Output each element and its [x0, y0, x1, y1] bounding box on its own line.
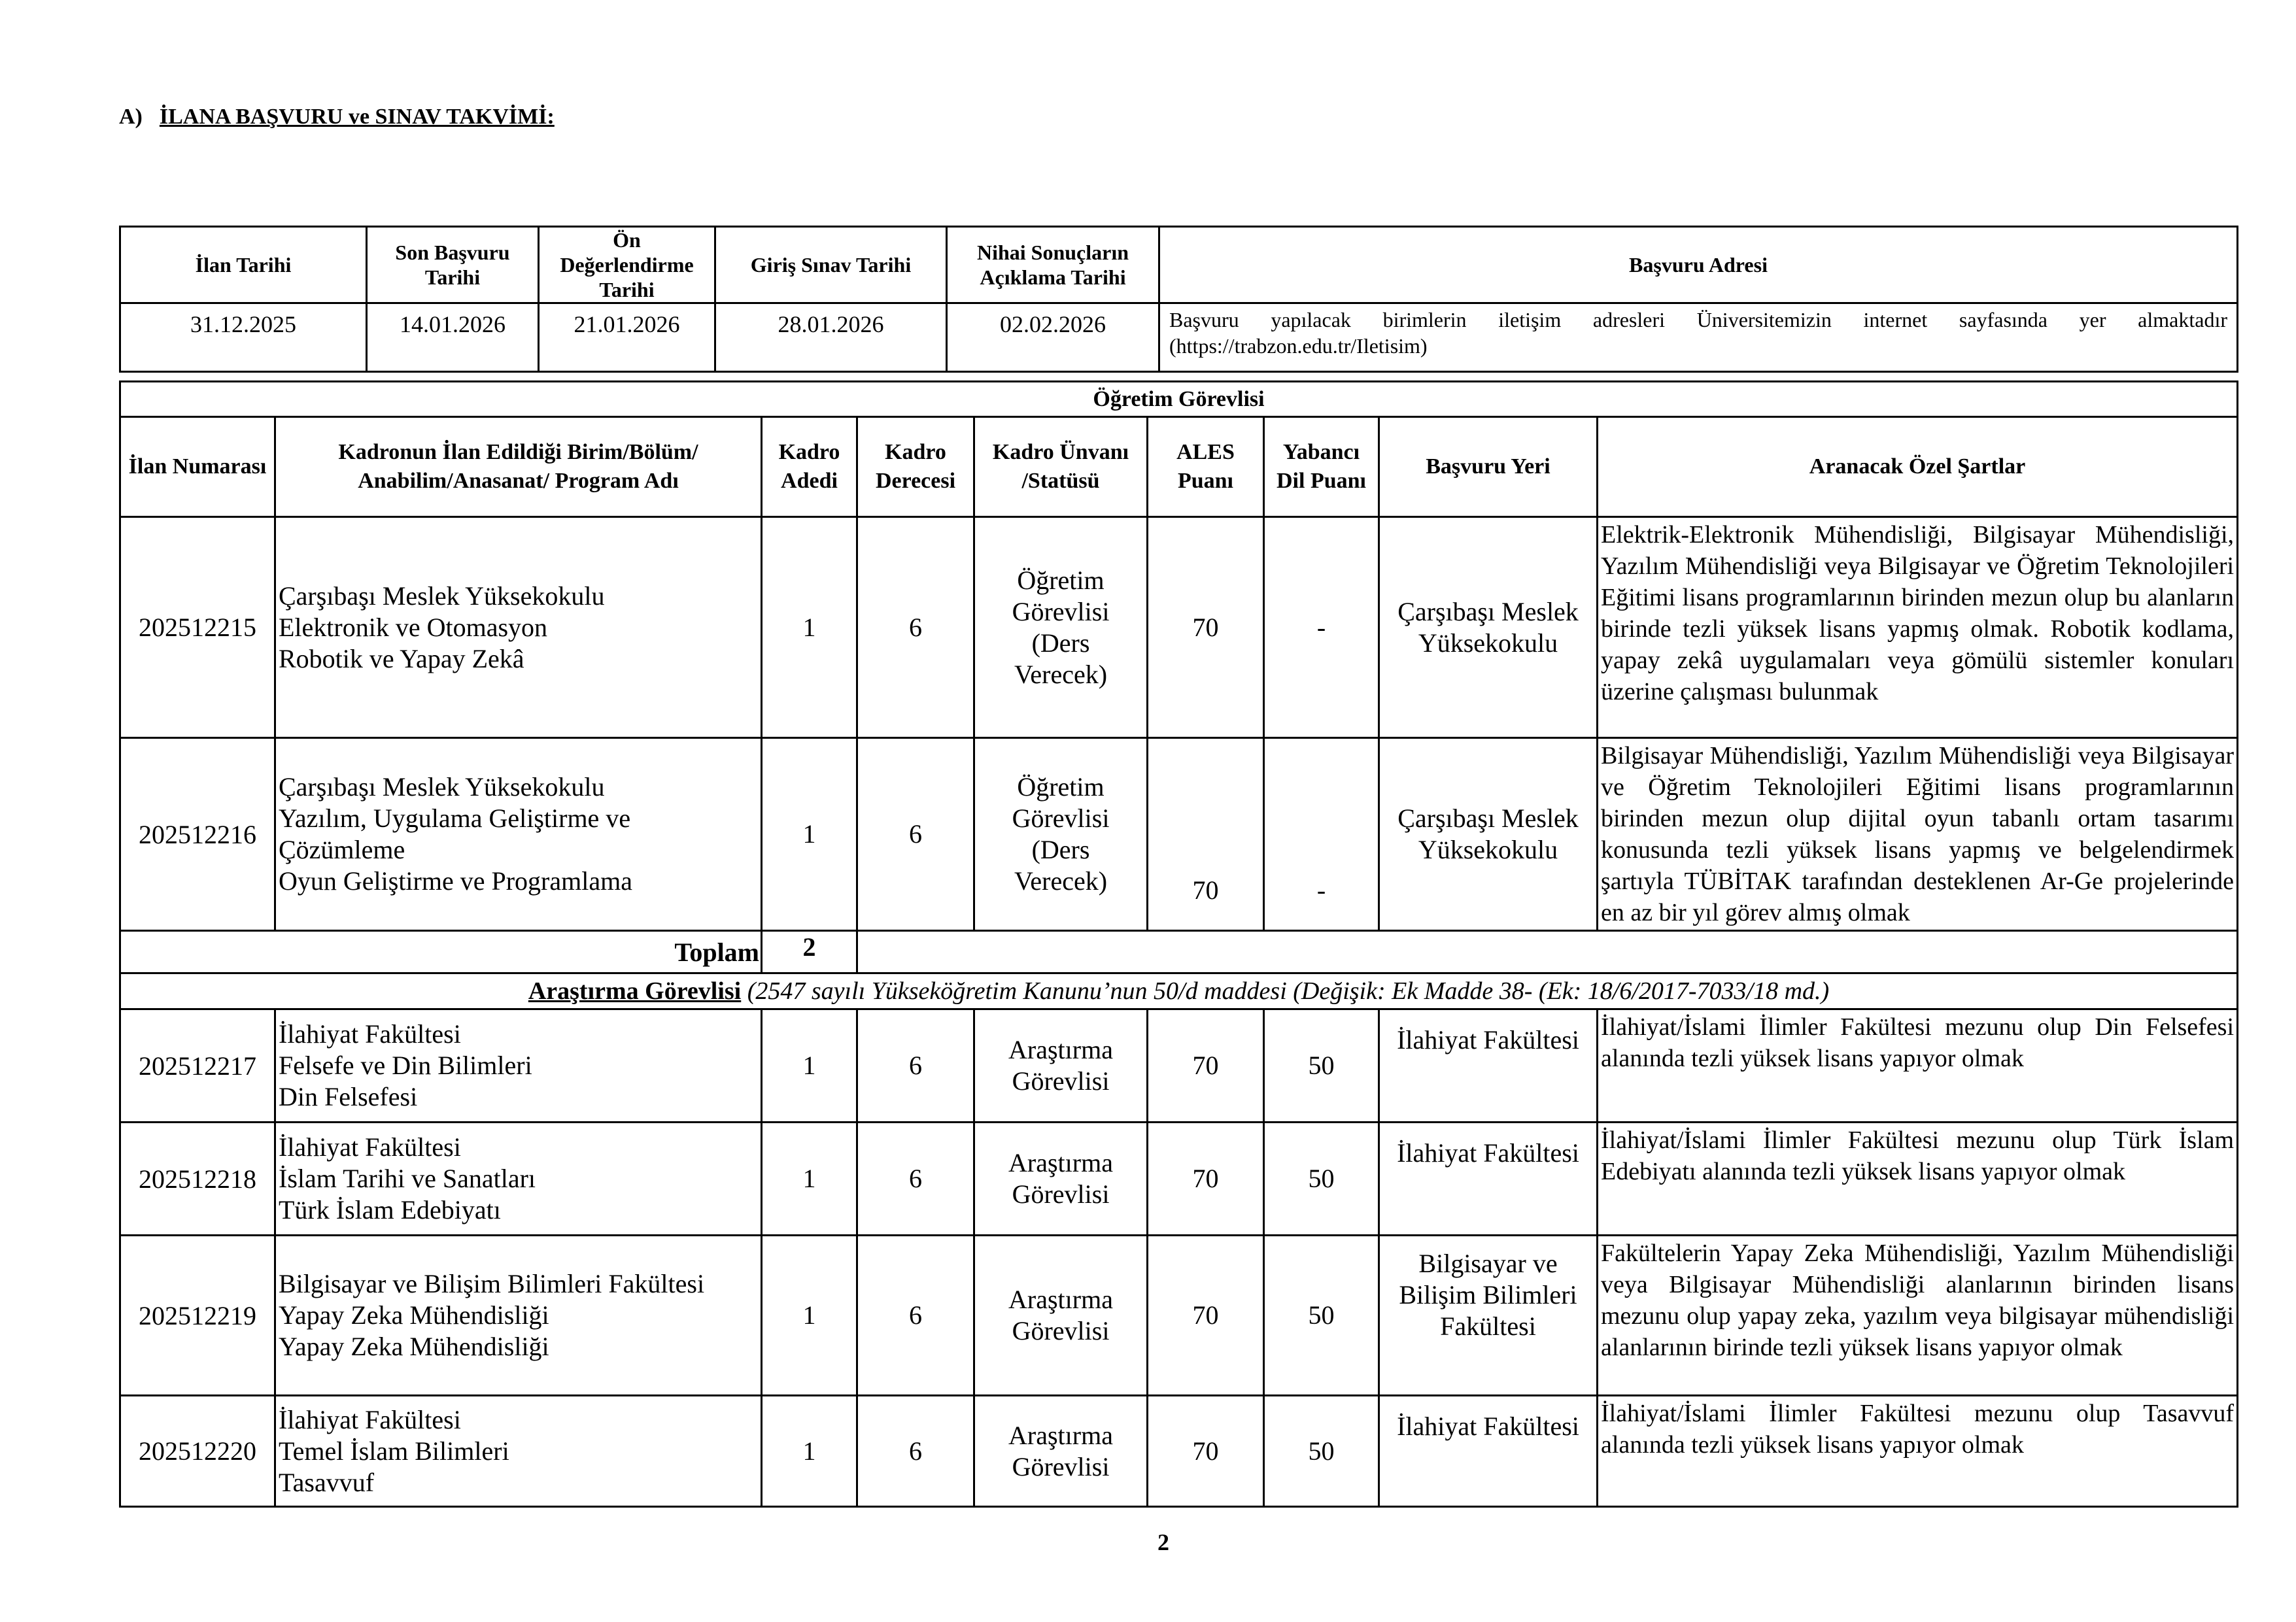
ales-puani: 70: [1148, 517, 1264, 738]
calendar-header: Son Başvuru Tarihi: [367, 227, 539, 303]
basvuru-yeri: [1379, 738, 1598, 931]
ilan-no: 202512219: [120, 1236, 275, 1396]
giris-sinav-tarihi: 28.01.2026: [715, 303, 947, 372]
unit-line: Tasavvuf: [279, 1467, 375, 1497]
ozel-sartlar: Bilgisayar Mühendisliği, Yazılım Mühendisliği veya Bilgisayar ve Öğretim Teknolojileri Eğitimi lisans programlarının birinden mezun olup dijital oyun tabanlı ortam tasarımı konusunda tezli yüksek lisans yapmış ve belgelendirmek şartıyla TÜBİTAK tarafından desteklenen Ar-Ge projelerinde en az bir yıl görev almış olmak: [1598, 738, 2238, 931]
unit-name: [275, 738, 762, 931]
dil-puani: 50: [1264, 1396, 1379, 1507]
unit-line: Robotik ve Yapay Zekâ: [279, 643, 524, 673]
calendar-header: Nihai Sonuçların Açıklama Tarihi: [947, 227, 1159, 303]
ozel-sartlar: İlahiyat/İslami İlimler Fakültesi mezunu olup Tasavvuf alanında tezli yüksek lisans yapıyor olmak: [1598, 1396, 2238, 1507]
kadro-derecesi: 6: [857, 1009, 974, 1123]
kadro-unvani: [974, 1009, 1148, 1123]
unit-line: Çözümleme: [279, 835, 405, 864]
yer-line: İlahiyat Fakültesi: [1397, 1025, 1579, 1055]
unit-line: Elektronik ve Otomasyon: [279, 612, 548, 642]
ales-puani: 70: [1148, 1396, 1264, 1507]
kadro-derecesi: 6: [857, 1396, 974, 1507]
ozel-sartlar: Elektrik-Elektronik Mühendisliği, Bilgisayar Mühendisliği, Yazılım Mühendisliği veya Bilgisayar ve Öğretim Teknolojileri Eğitimi lisans programlarının birinden mezun olup bu alanların birinde tezli yüksek lisans yapmış olmak. Robotik kodlama, yapay zekâ uygulamaları veya gömülü sistemler konuları üzerine çalışması bulunmak: [1598, 517, 2238, 738]
kadro-derecesi: 6: [857, 738, 974, 931]
column-header: Aranacak Özel Şartlar: [1598, 417, 2238, 517]
unit-line: İlahiyat Fakültesi: [279, 1019, 461, 1049]
yer-line: Çarşıbaşı Meslek: [1397, 803, 1579, 833]
basvuru-yeri: [1379, 1236, 1598, 1396]
section-heading: [119, 105, 555, 129]
unit-line: Türk İslam Edebiyatı: [279, 1195, 501, 1225]
total-empty: [857, 931, 2238, 973]
arastirma-note: (2547 sayılı Yükseköğretim Kanunu’nun 50/d maddesi (Değişik: Ek Madde 38- (Ek: 18/6/2017-7033/18 md.): [741, 977, 1830, 1005]
unit-name: [275, 1009, 762, 1123]
unit-name: [275, 1123, 762, 1236]
unit-line: Yapay Zeka Mühendisliği: [279, 1332, 549, 1361]
unvan-line: Araştırma: [1008, 1035, 1113, 1064]
heading-title: İLANA BAŞVURU ve SINAV TAKVİMİ:: [159, 105, 555, 129]
ogretim-section-title: Öğretim Görevlisi: [120, 382, 2238, 417]
unvan-line: Görevlisi: [1012, 1179, 1110, 1209]
calendar-header: Başvuru Adresi: [1159, 227, 2238, 303]
unvan-line: Araştırma: [1008, 1285, 1113, 1314]
yer-line: Yüksekokulu: [1418, 628, 1558, 658]
unvan-line: Öğretim: [1017, 772, 1105, 802]
positions-table: [119, 380, 2238, 1508]
unvan-line: Görevlisi: [1012, 596, 1110, 626]
ozel-sartlar: Fakültelerin Yapay Zeka Mühendisliği, Yazılım Mühendisliği veya Bilgisayar Mühendisliği alanlarının birinden lisans mezunu olup yapay zeka, yazılım veya bilgisayar mühendisliği alanlarının birinde tezli yüksek lisans yapıyor olmak: [1598, 1236, 2238, 1396]
unit-name: [275, 1396, 762, 1507]
arastirma-title: Araştırma Görevlisi: [528, 977, 742, 1005]
unit-line: Temel İslam Bilimleri: [279, 1436, 509, 1466]
unit-line: İlahiyat Fakültesi: [279, 1132, 461, 1162]
ales-puani: 70: [1148, 1123, 1264, 1236]
ilan-no: 202512215: [120, 517, 275, 738]
yer-line: Bilgisayar ve: [1418, 1249, 1558, 1278]
kadro-unvani: [974, 738, 1148, 931]
kadro-adedi: 1: [762, 1396, 857, 1507]
yer-line: Bilişim Bilimleri: [1399, 1280, 1577, 1309]
ilan-no: 202512218: [120, 1123, 275, 1236]
unit-line: Oyun Geliştirme ve Programlama: [279, 866, 632, 896]
kadro-adedi: 1: [762, 517, 857, 738]
kadro-unvani: [974, 517, 1148, 738]
ales-puani: 70: [1148, 1009, 1264, 1123]
kadro-unvani: [974, 1396, 1148, 1507]
unvan-line: Görevlisi: [1012, 1316, 1110, 1345]
kadro-adedi: 1: [762, 1236, 857, 1396]
kadro-adedi: 1: [762, 738, 857, 931]
unvan-line: Araştırma: [1008, 1420, 1113, 1450]
table-row: [120, 1123, 2238, 1236]
calendar-header: Ön Değerlendirme Tarihi: [539, 227, 715, 303]
kadro-derecesi: 6: [857, 1123, 974, 1236]
on-degerlendirme-tarihi: 21.01.2026: [539, 303, 715, 372]
son-basvuru-tarihi: 14.01.2026: [367, 303, 539, 372]
kadro-derecesi: 6: [857, 517, 974, 738]
unvan-line: Öğretim: [1017, 565, 1105, 595]
total-row: [120, 931, 2238, 973]
kadro-derecesi: 6: [857, 1236, 974, 1396]
table-row: [120, 1009, 2238, 1123]
unit-line: İslam Tarihi ve Sanatları: [279, 1164, 536, 1193]
column-header: Başvuru Yeri: [1379, 417, 1598, 517]
yer-line: İlahiyat Fakültesi: [1397, 1411, 1579, 1441]
dil-puani: 50: [1264, 1236, 1379, 1396]
ilan-no: 202512217: [120, 1009, 275, 1123]
table-row: [120, 1236, 2238, 1396]
yer-line: Yüksekokulu: [1418, 835, 1558, 864]
kadro-adedi: 1: [762, 1123, 857, 1236]
page-number: 2: [1157, 1529, 1169, 1555]
unvan-line: Görevlisi: [1012, 1066, 1110, 1096]
dil-puani: -: [1264, 738, 1379, 931]
calendar-header: İlan Tarihi: [120, 227, 367, 303]
unit-name: [275, 517, 762, 738]
ilan-no: 202512216: [120, 738, 275, 931]
column-header: Kadronun İlan Edildiği Birim/Bölüm/ Anabilim/Anasanat/ Program Adı: [275, 417, 762, 517]
total-value: 2: [762, 931, 857, 973]
basvuru-yeri: [1379, 1009, 1598, 1123]
basvuru-yeri: [1379, 517, 1598, 738]
column-header: Kadro Ünvanı /Statüsü: [974, 417, 1148, 517]
yer-line: Çarşıbaşı Meslek: [1397, 596, 1579, 626]
ales-puani: 70: [1148, 1236, 1264, 1396]
column-header: İlan Numarası: [120, 417, 275, 517]
calendar-header: Giriş Sınav Tarihi: [715, 227, 947, 303]
unit-line: Felsefe ve Din Bilimleri: [279, 1051, 532, 1080]
yer-line: Fakültesi: [1440, 1311, 1536, 1341]
unvan-line: (Ders: [1031, 835, 1090, 864]
unit-name: [275, 1236, 762, 1396]
unvan-line: Görevlisi: [1012, 1451, 1110, 1481]
heading-prefix: A): [119, 105, 143, 129]
ozel-sartlar: İlahiyat/İslami İlimler Fakültesi mezunu olup Din Felsefesi alanında tezli yüksek lisans yapıyor olmak: [1598, 1009, 2238, 1123]
unit-line: İlahiyat Fakültesi: [279, 1404, 461, 1434]
column-header: Kadro Derecesi: [857, 417, 974, 517]
column-header: ALES Puanı: [1148, 417, 1264, 517]
arastirma-section-row: [120, 973, 2238, 1009]
nihai-sonuc-tarihi: 02.02.2026: [947, 303, 1159, 372]
unvan-line: Verecek): [1014, 659, 1108, 689]
kadro-adedi: 1: [762, 1009, 857, 1123]
unvan-line: Araştırma: [1008, 1148, 1113, 1177]
ilan-no: 202512220: [120, 1396, 275, 1507]
basvuru-yeri: [1379, 1396, 1598, 1507]
calendar-table: [119, 226, 2238, 373]
unit-line: Yazılım, Uygulama Geliştirme ve: [279, 803, 631, 833]
ales-puani: 70: [1148, 738, 1264, 931]
yer-line: İlahiyat Fakültesi: [1397, 1138, 1579, 1168]
table-row: [120, 517, 2238, 738]
unit-line: Bilgisayar ve Bilişim Bilimleri Fakültesi: [279, 1269, 705, 1298]
total-label: Toplam: [120, 931, 762, 973]
basvuru-yeri: [1379, 1123, 1598, 1236]
table-row: [120, 1396, 2238, 1507]
ozel-sartlar: İlahiyat/İslami İlimler Fakültesi mezunu olup Türk İslam Edebiyatı alanında tezli yüksek lisans yapıyor olmak: [1598, 1123, 2238, 1236]
table-row: [120, 738, 2238, 931]
unvan-line: Görevlisi: [1012, 803, 1110, 833]
unvan-line: Verecek): [1014, 866, 1108, 896]
unit-line: Çarşıbaşı Meslek Yüksekokulu: [279, 581, 605, 611]
unit-line: Yapay Zeka Mühendisliği: [279, 1300, 549, 1330]
kadro-unvani: [974, 1123, 1148, 1236]
column-header: Kadro Adedi: [762, 417, 857, 517]
dil-puani: 50: [1264, 1009, 1379, 1123]
unvan-line: (Ders: [1031, 628, 1090, 658]
kadro-unvani: [974, 1236, 1148, 1396]
dil-puani: -: [1264, 517, 1379, 738]
arastirma-section-title: [120, 973, 2238, 1009]
ilan-tarihi: 31.12.2025: [120, 303, 367, 372]
unit-line: Çarşıbaşı Meslek Yüksekokulu: [279, 772, 605, 802]
dil-puani: 50: [1264, 1123, 1379, 1236]
basvuru-adresi: Başvuru yapılacak birimlerin iletişim adresleri Üniversitemizin internet sayfasında yer almaktadır (https://trabzon.edu.tr/Iletisim): [1159, 303, 2238, 372]
column-header: Yabancı Dil Puanı: [1264, 417, 1379, 517]
unit-line: Din Felsefesi: [279, 1082, 418, 1111]
